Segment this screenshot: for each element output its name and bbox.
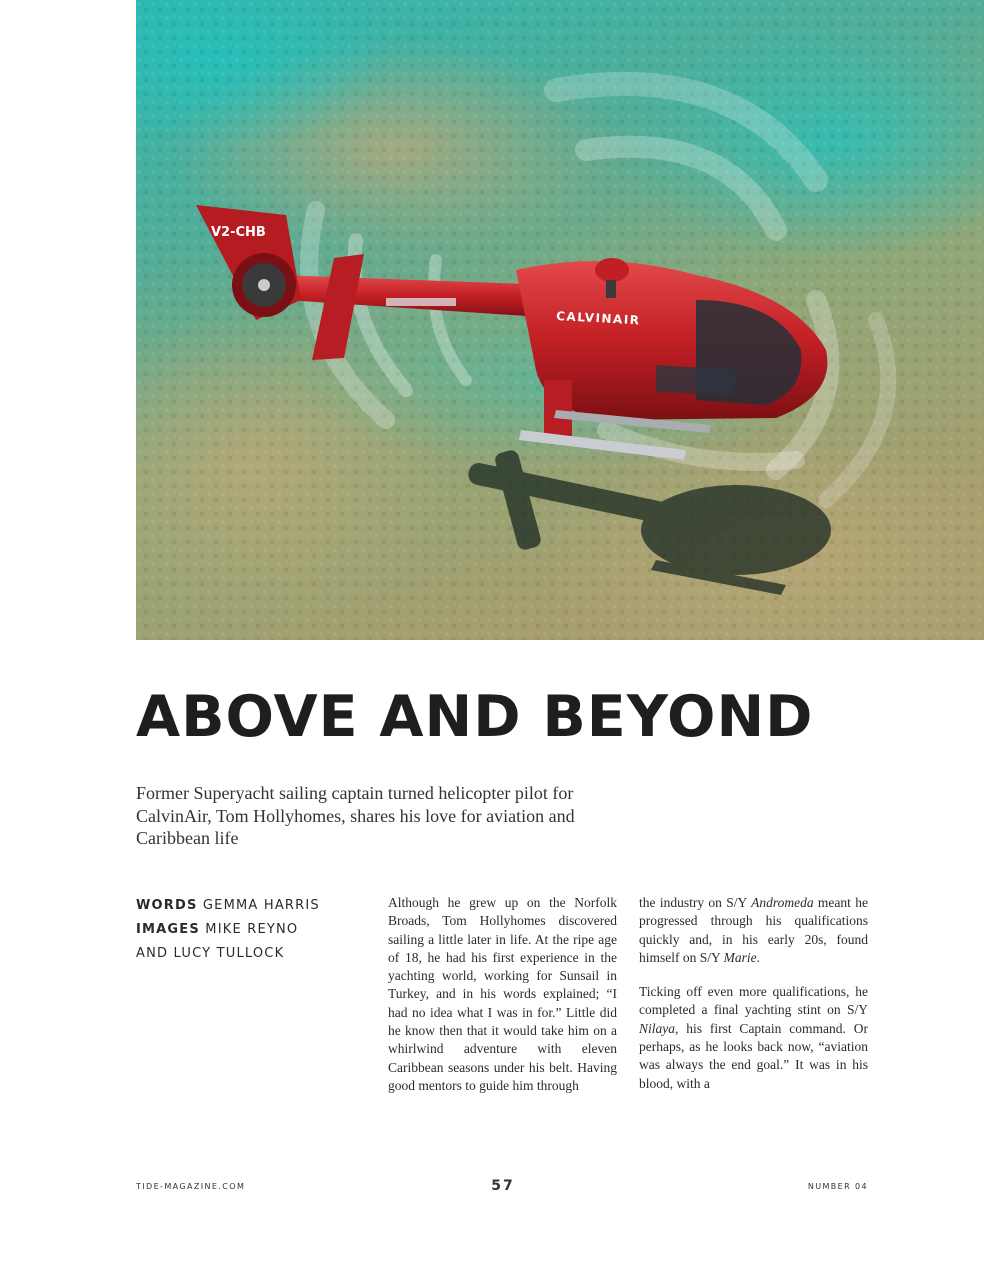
images-name: MIKE REYNO xyxy=(205,922,299,937)
images-credit xyxy=(136,918,356,942)
tail-registration: V2-CHB xyxy=(211,225,266,240)
words-name: GEMMA HARRIS xyxy=(202,898,320,913)
words-label: WORDS xyxy=(136,898,198,913)
hero-photo xyxy=(136,0,984,640)
footer-site: TIDE-MAGAZINE.COM xyxy=(136,1182,246,1191)
body-text: meant he progressed through his qualifications quickly and, in his early 20s, found himself on S/Y xyxy=(639,895,868,965)
issue-number: NUMBER 04 xyxy=(807,1182,868,1191)
body-paragraph xyxy=(639,983,868,1093)
body-text: , his first Captain command. Or perhaps, as he looks back now, “aviation was always the end goal.” It was in his blood, with a xyxy=(639,1020,868,1091)
images-credit-cont: AND LUCY TULLOCK xyxy=(136,946,285,961)
body-text: the industry on S/Y xyxy=(639,895,752,910)
article-title: ABOVE AND BEYOND xyxy=(136,684,814,750)
article-credits xyxy=(136,894,356,966)
article-standfirst: Former Superyacht sailing captain turned helicopter pilot for CalvinAir, Tom Hollyhomes, shares his love for aviation and Caribbean life xyxy=(136,783,575,848)
body-text: . xyxy=(756,949,761,965)
yacht-name: Marie xyxy=(723,949,757,965)
page-number: 57 xyxy=(491,1178,515,1194)
body-logo: CALVINAIR xyxy=(555,309,641,328)
body-paragraph: Although he grew up on the Norfolk Broads, Tom Hollyhomes discovered sailing a little later in life. At the ripe age of 18, he had his first experience in the yachting world, working for Sunsail in Turkey, and in his words explained; “I had no idea what I was in for.” Little did he know then that it would take him on a whirlwind adventure with eleven Caribbean seasons under his belt. Having good mentors to guide him through xyxy=(388,895,617,1093)
words-credit xyxy=(136,894,356,918)
images-label: IMAGES xyxy=(136,922,200,937)
body-column-1 xyxy=(388,894,617,1095)
yacht-name: Nilaya xyxy=(639,1020,675,1036)
helicopter-over-water-image xyxy=(136,0,984,640)
body-paragraph xyxy=(639,894,868,967)
body-text: Ticking off even more qualifications, he completed a final yachting stint on S/Y xyxy=(639,984,868,1018)
yacht-name: Andromeda xyxy=(751,895,814,910)
body-column-2 xyxy=(639,894,868,1093)
